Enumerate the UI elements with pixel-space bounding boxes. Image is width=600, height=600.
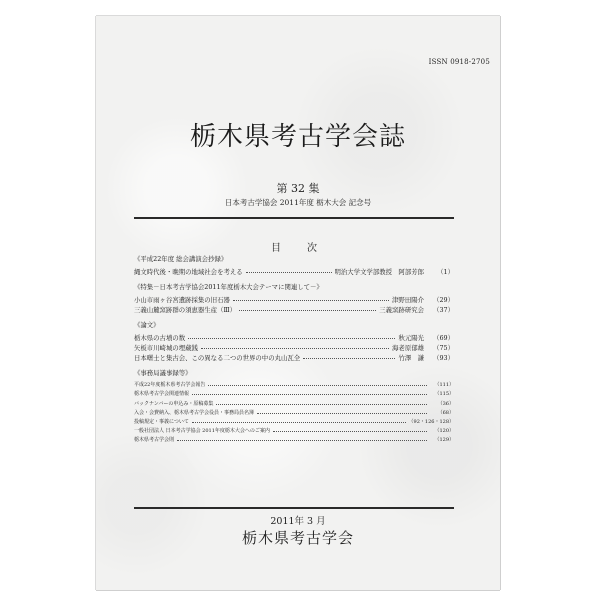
toc-heading: 目 次 (271, 243, 325, 254)
entry-title: バックナンバーの申込み・原稿募集 (134, 400, 214, 407)
entry-author: 海老原郁雄 (392, 343, 424, 352)
entry-page: （1） (437, 267, 454, 276)
entry-title: 縄文時代後・晩期の地域社会を考える (134, 267, 243, 276)
entry-page: （93） (433, 353, 454, 362)
leader-dots (303, 358, 395, 359)
volume-number: 第 32 集 (276, 182, 320, 195)
issn-number: ISSN 0918-2705 (428, 58, 490, 66)
journal-title: 栃木県考古学会誌 (189, 122, 406, 152)
entry-title: 投稿規定・事義について (134, 418, 189, 425)
section-heading: 《事務局議事録等》 (134, 369, 192, 377)
toc-section (134, 284, 454, 313)
leader-dots (208, 385, 427, 386)
entry-page: （92・126・128） (408, 418, 454, 425)
entry-title: 栃木県考古学会則 (134, 437, 175, 444)
toc-entry (134, 397, 454, 406)
entry-page: （75） (433, 343, 454, 352)
leader-dots (233, 300, 389, 301)
entry-author: 津野田陽介 (392, 295, 424, 304)
entry-title: 入会・会費納入、栃木県考古学会役員・事務局員名簿 (134, 409, 255, 416)
table-of-contents (134, 256, 454, 443)
leader-dots (239, 310, 376, 311)
toc-entry (134, 425, 454, 434)
entry-page: （69） (433, 333, 454, 342)
entry-page: （129） (434, 437, 454, 444)
entry-title: 栃木県考古学会関連情報 (134, 391, 190, 398)
entry-page: （29） (433, 295, 454, 304)
leader-dots (192, 422, 406, 423)
entry-page: （68） (437, 409, 454, 416)
toc-entry (134, 331, 454, 341)
toc-entry (134, 379, 454, 388)
toc-entry (134, 303, 454, 313)
journal-cover (96, 16, 500, 590)
entry-title: 三義山麓窯跡群の須恵器生産（Ⅲ） (134, 305, 237, 314)
bottom-divider (134, 507, 454, 509)
entry-page: （111） (434, 382, 454, 389)
toc-entry (134, 341, 454, 351)
toc-entry (134, 293, 454, 303)
toc-entry (134, 407, 454, 416)
leader-dots (201, 348, 389, 349)
entry-title: 平成22年度栃木県考古学会報告 (134, 382, 206, 389)
leader-dots (246, 272, 332, 273)
entry-author: 秋元陽光 (398, 333, 424, 342)
entry-author: 明治大学文学部教授 阿部芳郎 (334, 267, 424, 276)
publisher-name: 栃木県考古学会 (241, 529, 354, 547)
toc-entry (134, 351, 454, 361)
entry-page: （36） (437, 400, 454, 407)
leader-dots (257, 413, 427, 414)
toc-entry (134, 416, 454, 425)
leader-dots (177, 440, 427, 441)
entry-title: 矢板市川崎城の埋蔵銭 (134, 343, 198, 352)
section-heading: 《平成22年度 総会講演会抄録》 (134, 255, 228, 263)
section-heading: 《特集－日本考古学協会2011年度栃木大会テーマに関連して－》 (134, 283, 323, 291)
entry-page: （37） (433, 305, 454, 314)
top-divider (134, 217, 454, 219)
publication-date: 2011年 3 月 (270, 516, 326, 527)
toc-entry (134, 265, 454, 275)
toc-entry (134, 388, 454, 397)
leader-dots (188, 338, 395, 339)
entry-author: 竹澤 謙 (398, 353, 424, 362)
leader-dots (216, 404, 427, 405)
entry-page: （115） (434, 391, 454, 398)
entry-page: （120） (434, 428, 454, 435)
section-heading: 《論文》 (134, 321, 160, 329)
entry-title: 一般社団法人 日本考古学協会 2011年度栃木大会へのご案内 (134, 428, 270, 435)
entry-title: 栃木県の古墳の数 (134, 333, 186, 342)
commemorative-subtitle: 日本考古学協会 2011年度 栃木大会 記念号 (224, 198, 372, 207)
toc-section (134, 370, 454, 443)
leader-dots (192, 394, 427, 395)
toc-entry (134, 434, 454, 443)
entry-title: 日本曙士と集古会、この異なる二つの世界の中の丸山瓦全 (134, 353, 301, 362)
toc-section (134, 256, 454, 275)
toc-section (134, 322, 454, 361)
entry-title: 小山市雨ヶ谷宮遺跡採集の旧石器 (134, 295, 230, 304)
entry-author: 三義窯跡研究会 (379, 305, 424, 314)
leader-dots (273, 431, 427, 432)
